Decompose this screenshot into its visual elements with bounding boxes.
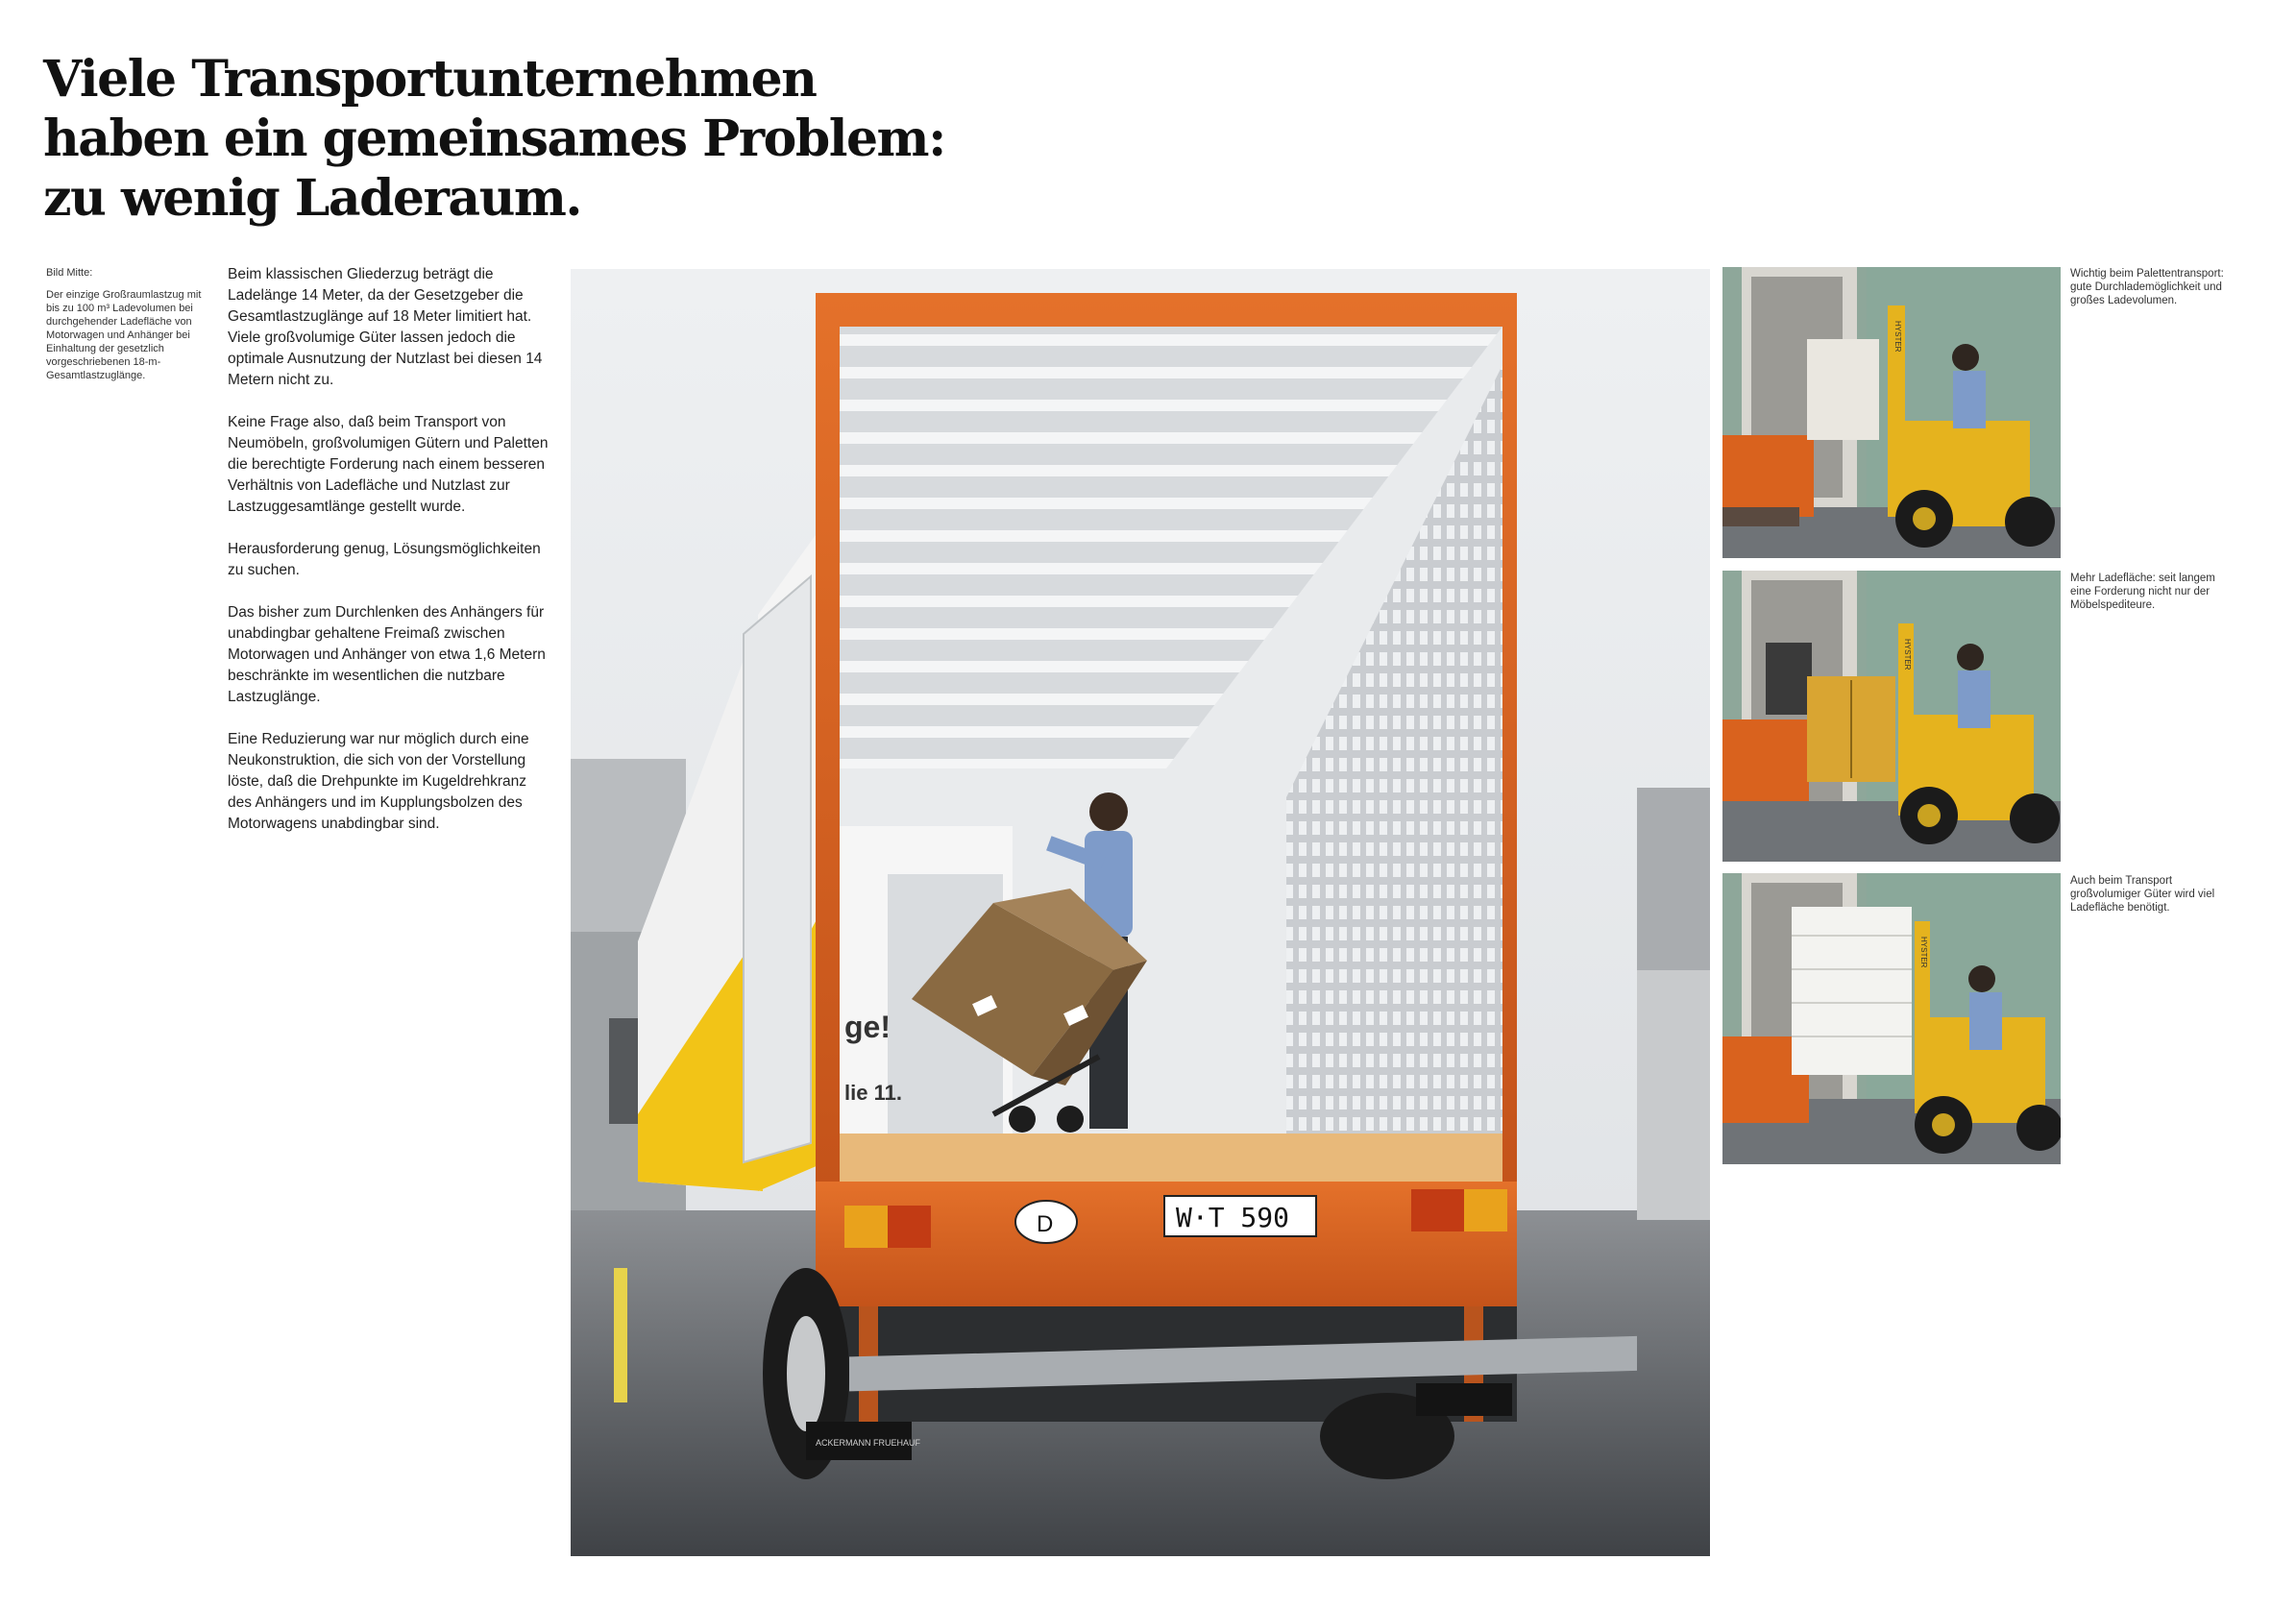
body-paragraph-2: Keine Frage also, daß beim Transport von Neumöbeln, großvolumigen Gütern und Paletten die berechtigte Forderung nach einem besseren Verhältnis von Ladefläche und Nutzlast zur Lastzuggesamtlänge gestellt wurde. (228, 414, 549, 515)
headline-line-1: Viele Transportunternehmen (43, 50, 817, 109)
side-photo-3-caption: Auch beim Transport großvolumiger Güter wird viel Ladefläche benötigt. (2070, 875, 2215, 914)
side-photo-forklift-panels (1722, 873, 2061, 1164)
body-paragraph-1: Beim klassischen Gliederzug beträgt die Ladelänge 14 Meter, da der Gesetzgeber die Gesamtlastzuglänge auf 18 Meter limitiert hat. Viele großvolumige Güter lassen jedoch die optimale Ausnutzung der Nutzlast bei diesen 14 Metern nicht zu. (228, 266, 543, 388)
side-photo-forklift-cabinet (1722, 571, 2061, 862)
forklift-mast-text-2: HYSTER (1903, 639, 1912, 670)
body-paragraph-5: Eine Reduzierung war nur möglich durch eine Neukonstruktion, die sich von der Vorstellung löste, daß die Drehpunkte im Kugeldrehkranz des Anhängers und im Kupplungsbolzen des Motorwagens unabdingbar sind. (228, 731, 529, 832)
body-text (228, 264, 554, 856)
forklift-cabinet-illustration (1722, 571, 2061, 862)
main-photo-caption-title: Bild Mitte: (46, 267, 93, 279)
forklift-mast-text: HYSTER (1893, 321, 1902, 353)
forklift-pallet-illustration (1722, 267, 2061, 558)
side-photo-forklift-pallet (1722, 267, 2061, 558)
headline-line-2: haben ein gemeinsames Problem: (43, 110, 945, 168)
headline-line-3: zu wenig Laderaum. (43, 169, 582, 228)
side-photo-2-caption: Mehr Ladefläche: seit langem eine Forderung nicht nur der Möbelspediteure. (2070, 573, 2215, 611)
forklift-panels-illustration (1722, 873, 2061, 1164)
truck-illustration (571, 269, 1710, 1556)
mudflap-left-text: ACKERMANN FRUEHAUF (816, 1438, 921, 1448)
headline (43, 50, 945, 229)
license-plate: W·T 590 (1176, 1202, 1290, 1233)
main-photo-caption (46, 266, 211, 382)
trailer-lettering-1: ge! (844, 1010, 891, 1044)
body-paragraph-3: Herausforderung genug, Lösungsmöglichkeiten zu suchen. (228, 541, 541, 578)
country-sticker: D (1037, 1211, 1054, 1237)
forklift-mast-text-3: HYSTER (1919, 937, 1928, 968)
body-paragraph-4: Das bisher zum Durchlenken des Anhängers für unabdingbar gehaltene Freimaß zwischen Motorwagen und Anhänger von etwa 1,6 Metern beschränkte im wesentlichen die nutzbare Lastzuglänge. (228, 604, 546, 705)
main-photo-truck (571, 269, 1710, 1556)
main-photo-caption-text: Der einzige Großraumlastzug mit bis zu 100 m³ Ladevolumen bei durchgehender Ladefläche von Motorwagen und Anhänger bei Einhaltung der gesetzlich vorgeschriebenen 18-m-Gesamtlastzuglänge. (46, 289, 202, 381)
side-photo-1-caption: Wichtig beim Palettentransport: gute Durchlademöglichkeit und großes Ladevolumen. (2070, 268, 2224, 306)
trailer-lettering-2: lie 11. (844, 1081, 902, 1105)
